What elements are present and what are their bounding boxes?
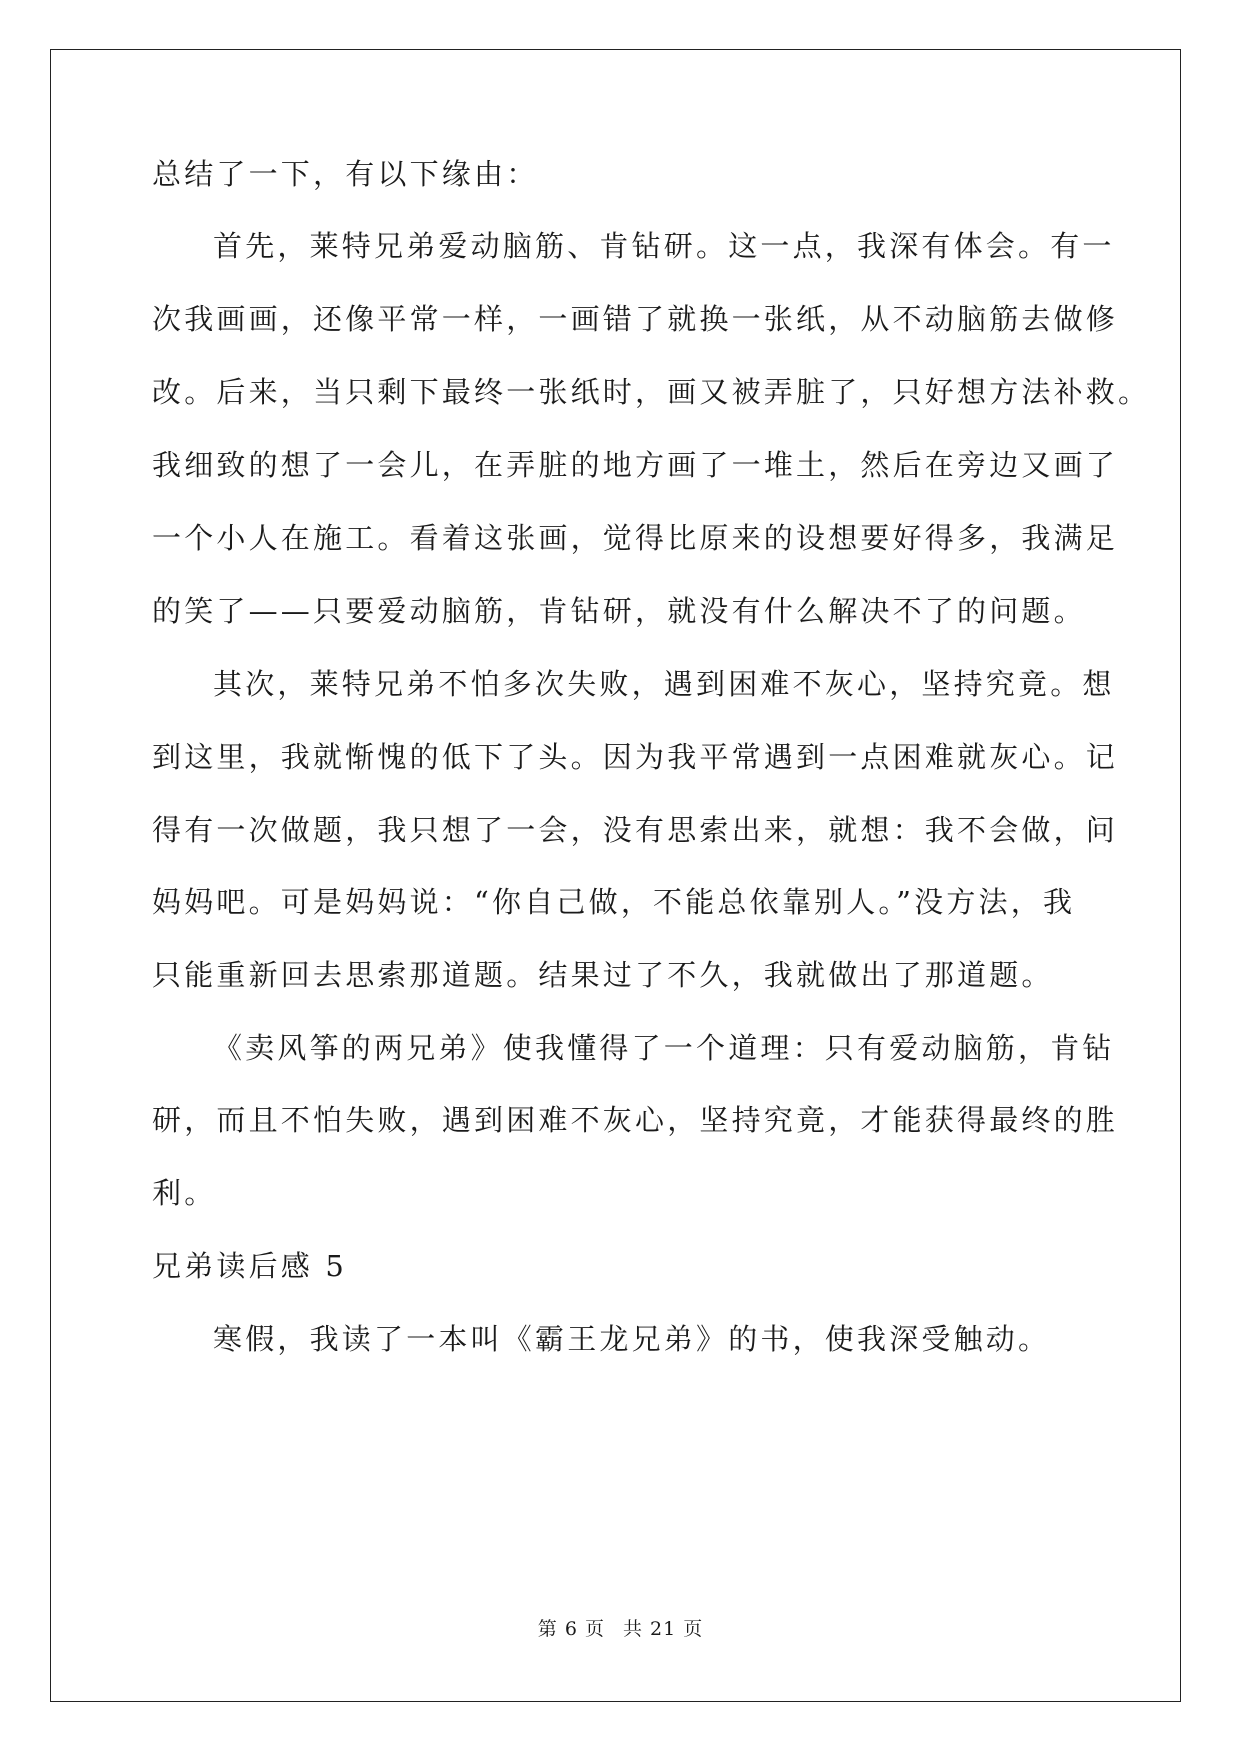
text-line: 得有一次做题，我只想了一会，没有思索出来，就想：我不会做，问 xyxy=(152,813,1119,847)
page-border xyxy=(50,49,1181,1702)
text-line: 次我画画，还像平常一样，一画错了就换一张纸，从不动脑筋去做修 xyxy=(152,302,1119,336)
text-line: 的笑了——只要爱动脑筋，肯钻研，就没有什么解决不了的问题。 xyxy=(152,594,1086,628)
text-line: 一个小人在施工。看着这张画，觉得比原来的设想要好得多，我满足 xyxy=(152,521,1119,555)
text-line: 到这里，我就惭愧的低下了头。因为我平常遇到一点困难就灰心。记 xyxy=(152,740,1119,774)
text-line: 总结了一下，有以下缘由： xyxy=(152,157,539,191)
text-line: 《卖风筝的两兄弟》使我懂得了一个道理：只有爱动脑筋，肯钻 xyxy=(213,1031,1115,1065)
text-line: 研，而且不怕失败，遇到困难不灰心，坚持究竟，才能获得最终的胜 xyxy=(152,1103,1119,1137)
page-footer xyxy=(0,1614,1241,1641)
section-heading: 兄弟读后感 5 xyxy=(152,1249,348,1283)
text-line: 其次，莱特兄弟不怕多次失败，遇到困难不灰心，坚持究竟。想 xyxy=(213,667,1115,701)
text-line: 改。后来，当只剩下最终一张纸时，画又被弄脏了，只好想方法补救。 xyxy=(152,375,1151,409)
text-line: 首先，莱特兄弟爱动脑筋、肯钻研。这一点，我深有体会。有一 xyxy=(213,229,1115,263)
page-number: 第 6 页 xyxy=(537,1618,605,1640)
page-total: 共 21 页 xyxy=(622,1618,704,1640)
text-line: 利。 xyxy=(152,1176,217,1210)
text-line: 我细致的想了一会儿，在弄脏的地方画了一堆土，然后在旁边又画了 xyxy=(152,448,1119,482)
text-line: 寒假，我读了一本叫《霸王龙兄弟》的书，使我深受触动。 xyxy=(213,1322,1051,1356)
text-line: 只能重新回去思索那道题。结果过了不久，我就做出了那道题。 xyxy=(152,958,1054,992)
text-line: 妈妈吧。可是妈妈说：“你自己做，不能总依靠别人。”没方法，我 xyxy=(152,885,1076,919)
